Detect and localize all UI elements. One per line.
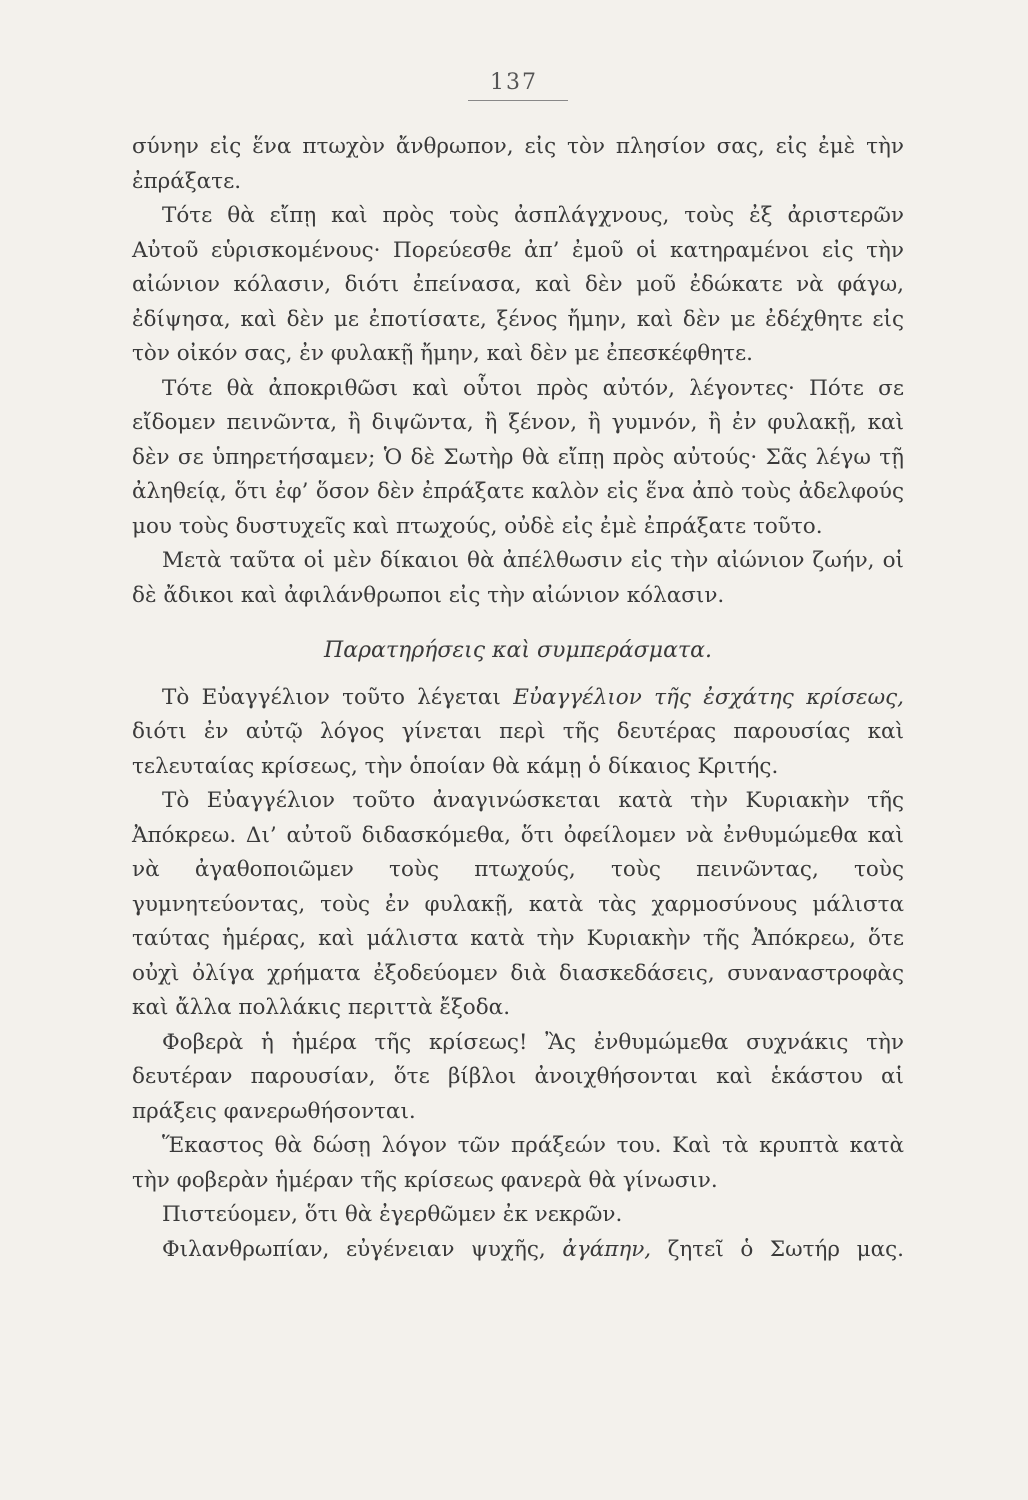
paragraph: Μετὰ ταῦτα οἱ μὲν δίκαιοι θὰ ἀπέλθωσιν εἰς τὴν αἰώνιον ζωήν, οἱ δὲ ἄδικοι καὶ ἀφιλάνθρωποι εἰς τὴν αἰώνιον κόλασιν. — [132, 548, 904, 608]
paragraph: Τὸ Εὐαγγέλιον τοῦτο ἀναγινώσκεται κατὰ τὴν Κυριακὴν τῆς Ἀπόκρεω. Δι’ αὐτοῦ διδασκόμεθα, ὅτι ὀφείλομεν νὰ ἐνθυμώμεθα καὶ νὰ ἀγαθοποιῶμεν τοὺς πτωχούς, τοὺς πεινῶντας, τοὺς γυμνητεύοντας, τοὺς ἐν φυλακῇ, κατὰ τὰς χαρμοσύνους μάλιστα ταύτας ἡμέρας, καὶ μάλιστα κατὰ τὴν Κυριακὴν τῆς Ἀπόκρεω, ὅτε οὐχὶ ὀλίγα χρήματα ἐξοδεύομεν διὰ διασκεδάσεις, συναναστροφὰς καὶ ἄλλα πολλάκις περιττὰ ἔξοδα. — [132, 788, 904, 1020]
observation-text: ζητεῖ ὁ Σωτήρ μας. — [667, 1236, 904, 1262]
paragraph: Τότε θὰ εἴπῃ καὶ πρὸς τοὺς ἀσπλάγχνους, τοὺς ἐξ ἀριστερῶν Αὐτοῦ εὑρισκομένους· Πορεύεσθε ἀπ’ ἐμοῦ οἱ κατηραμένοι εἰς τὴν αἰώνιον κόλασιν, διότι ἐπείνασα, καὶ δὲν μοῦ ἐδώκατε νὰ φάγω, ἐδίψησα, καὶ δὲν με ἐποτίσατε, ξένος ἤμην, καὶ δὲν με ἐδέχθητε εἰς τὸν οἰκόν σας, ἐν φυλακῇ ἤμην, καὶ δὲν με ἐπεσκέφθητε. — [132, 203, 904, 366]
observation-text: Φιλανθρωπίαν, εὐγένειαν ψυχῆς, — [162, 1236, 546, 1262]
observation-italic: ἀγάπην, — [562, 1236, 652, 1262]
observation-text: Τὸ Εὐαγγέλιον τοῦτο λέγεται — [162, 684, 501, 710]
paragraph: Φοβερὰ ἡ ἡμέρα τῆς κρίσεως! Ἂς ἐνθυμώμεθα συχνάκις τὴν δευτέραν παρουσίαν, ὅτε βίβλοι ἀνοιχθήσονται καὶ ἑκάστου αἱ πράξεις φανερωθήσονται. — [132, 1029, 904, 1124]
observation-text: διότι ἐν αὐτῷ λόγος γίνεται περὶ τῆς δευτέρας παρουσίας καὶ τελευταίας κρίσεως, τὴν ὁποίαν θὰ κάμῃ ὁ δίκαιος Κριτής. — [132, 719, 904, 779]
paragraph — [132, 1233, 904, 1268]
section-heading: Παρατηρήσεις καὶ συμπεράσματα. — [324, 638, 712, 663]
paragraph: Τότε θὰ ἀποκριθῶσι καὶ οὗτοι πρὸς αὐτόν, λέγοντες· Πότε σε εἴδομεν πεινῶντα, ἢ διψῶντα, ἢ ξένον, ἢ γυμνόν, ἢ ἐν φυλακῇ, καὶ δὲν σε ὑπηρετήσαμεν; Ὁ δὲ Σωτὴρ θὰ εἴπῃ πρὸς αὐτούς· Σᾶς λέγω τῇ ἀληθείᾳ, ὅτι ἐφ’ ὅσον δὲν ἐπράξατε καλὸν εἰς ἕνα ἀπὸ τοὺς ἀδελφούς μου τοὺς δυστυχεῖς καὶ πτωχούς, οὐδὲ εἰς ἐμὲ ἐπράξατε τοῦτο. — [132, 375, 904, 539]
paragraph: Ἕκαστος θὰ δώσῃ λόγον τῶν πράξεών του. Καὶ τὰ κρυπτὰ κατὰ τὴν φοβερὰν ἡμέραν τῆς κρίσεως φανερὰ θὰ γίνωσιν. — [132, 1133, 904, 1193]
paragraph — [132, 681, 904, 785]
body-text — [132, 130, 904, 1267]
paragraph-continued: σύνην εἰς ἕνα πτωχὸν ἄνθρωπον, εἰς τὸν πλησίον σας, εἰς ἐμὲ τὴν ἐπράξατε. — [132, 134, 904, 194]
page-number: 137 — [490, 70, 538, 95]
paragraph: Πιστεύομεν, ὅτι θὰ ἐγερθῶμεν ἐκ νεκρῶν. — [162, 1202, 623, 1227]
observation-italic: Εὐαγγέλιον τῆς ἐσχάτης κρίσεως, — [513, 684, 904, 710]
page-number-rule — [468, 100, 568, 101]
